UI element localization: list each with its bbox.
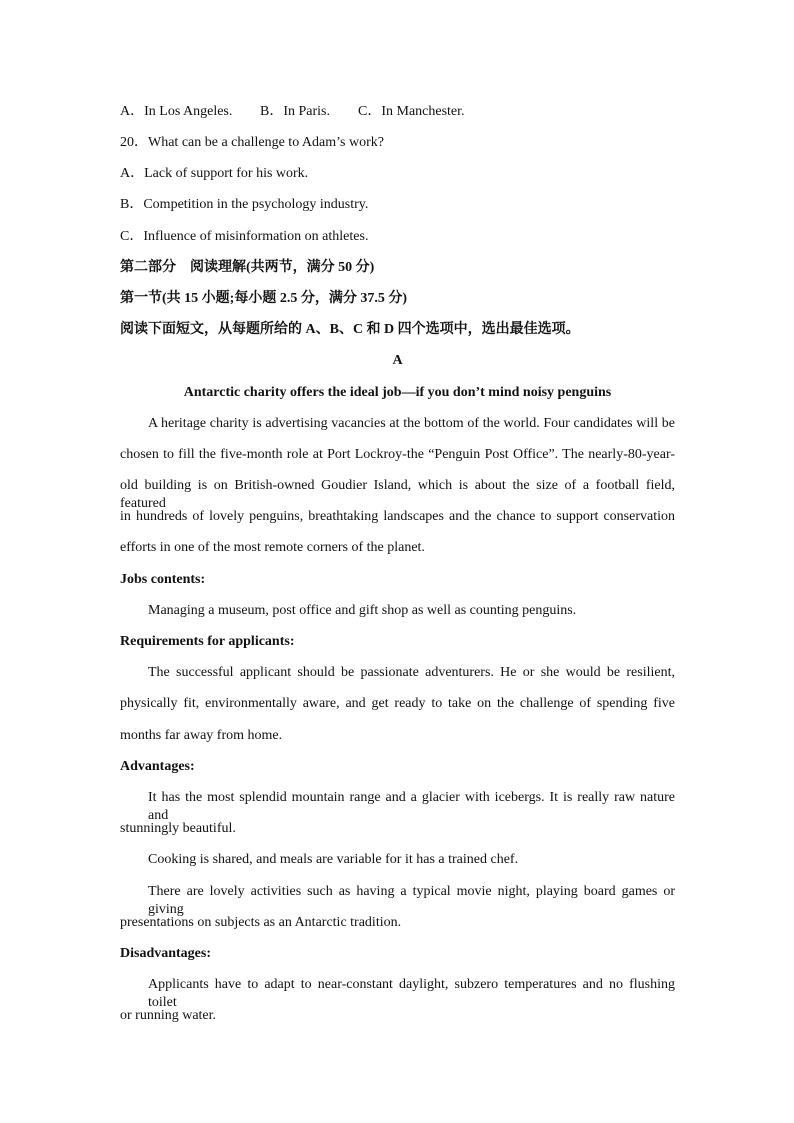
subsection-title: 第一节(共 15 小题;每小题 2.5 分，满分 37.5 分) (120, 291, 407, 306)
option-c: C．In Manchester. (358, 104, 465, 119)
disadvantages-line: Applicants have to adapt to near-constant daylight, subzero temperatures and no flushing toilet (148, 977, 675, 1010)
advantages-line: It has the most splendid mountain range and a glacier with icebergs. It is really raw nature and (148, 790, 675, 823)
section-instructions: 阅读下面短文，从每题所给的 A、B、C 和 D 四个选项中，选出最佳选项。 (120, 322, 580, 337)
passage-title: Antarctic charity offers the ideal job—if you don’t mind noisy penguins (183, 385, 612, 400)
option-b: B．In Paris. (260, 104, 330, 119)
disadvantages-line: or running water. (120, 1008, 217, 1023)
intro-line: old building is on British-owned Goudier Island, which is about the size of a football field, featured (120, 478, 675, 511)
advantages-line: stunningly beautiful. (120, 821, 236, 836)
advantages-line: Cooking is shared, and meals are variable for it has a trained chef. (148, 852, 519, 867)
passage-letter: A (392, 353, 403, 368)
requirements-line: The successful applicant should be passionate adventurers. He or she would be resilient, (148, 665, 675, 680)
question-19-options (120, 103, 675, 121)
requirements-line: physically fit, environmentally aware, and get ready to take on the challenge of spending five (120, 696, 675, 711)
intro-line: in hundreds of lovely penguins, breathtaking landscapes and the chance to support conservation (120, 509, 675, 524)
advantages-heading: Advantages: (120, 759, 195, 774)
advantages-line: There are lovely activities such as having a typical movie night, playing board games or giving (148, 884, 675, 917)
intro-line: chosen to fill the five-month role at Port Lockroy-the “Penguin Post Office”. The nearly-80-year- (120, 447, 675, 462)
option-a: A．In Los Angeles. (120, 104, 233, 119)
intro-line: efforts in one of the most remote corners of the planet. (120, 540, 425, 555)
requirements-line: months far away from home. (120, 728, 283, 743)
question-20-option-c: C．Influence of misinformation on athletes. (120, 229, 369, 244)
jobs-heading: Jobs contents: (120, 572, 206, 587)
advantages-line: presentations on subjects as an Antarctic tradition. (120, 915, 402, 930)
question-20-option-b: B．Competition in the psychology industry. (120, 197, 369, 212)
requirements-heading: Requirements for applicants: (120, 634, 295, 649)
part-title: 第二部分 阅读理解(共两节，满分 50 分) (120, 260, 375, 275)
question-20-option-a: A．Lack of support for his work. (120, 166, 309, 181)
disadvantages-heading: Disadvantages: (120, 946, 212, 961)
jobs-text: Managing a museum, post office and gift shop as well as counting penguins. (148, 603, 577, 618)
question-20-stem: 20．What can be a challenge to Adam’s work? (120, 135, 384, 150)
intro-line: A heritage charity is advertising vacancies at the bottom of the world. Four candidates will be (148, 416, 675, 431)
